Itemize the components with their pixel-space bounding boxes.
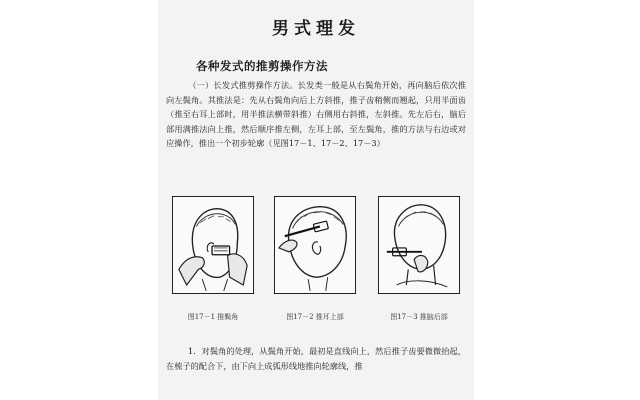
figure-3-image [378,196,460,294]
document-page [158,0,474,400]
body-paragraph-2 [166,344,466,373]
figure-2-image [274,196,356,294]
page-title: 男式理发 [272,19,360,39]
haircut-back-of-head-illustration [379,197,459,293]
section-title: 各种发式的推剪操作方法 [196,59,328,73]
figure-1-image [172,196,254,294]
haircut-sideburn-illustration [173,197,253,293]
paragraph-2-text: 1．对鬓角的处理，从鬓角开始，最初是直线向上，然后推子齿要微微抬起，在梳子的配合下，由下向上成弧形线地推向轮廓线，推 [166,346,466,371]
figure-2-caption: 图17－2 推耳上部 [286,313,344,321]
figure-3-caption: 图17－3 推脑后部 [390,313,448,321]
body-paragraph-1 [166,78,466,151]
figure-1-caption: 图17－1 推鬓角 [187,313,239,321]
haircut-above-ear-illustration [275,197,355,293]
paragraph-1-text: （一）长发式推剪操作方法。长发类一般是从右鬓角开始，再向脑后依次推向左鬓角。其推法是：先从右鬓角向后上方斜推，推子齿稍侧而翘起，只用半面齿（推至右耳上部时，用半推法横带斜推）右侧用右斜推，左斜推。先左后右，脑后部用满推法向上推，然后顺序推左侧，左耳上部，至左鬓角，推的方法与右边或对应操作，推出一个初步轮廓（见图17－1、17－2、17－3） [166,80,466,149]
